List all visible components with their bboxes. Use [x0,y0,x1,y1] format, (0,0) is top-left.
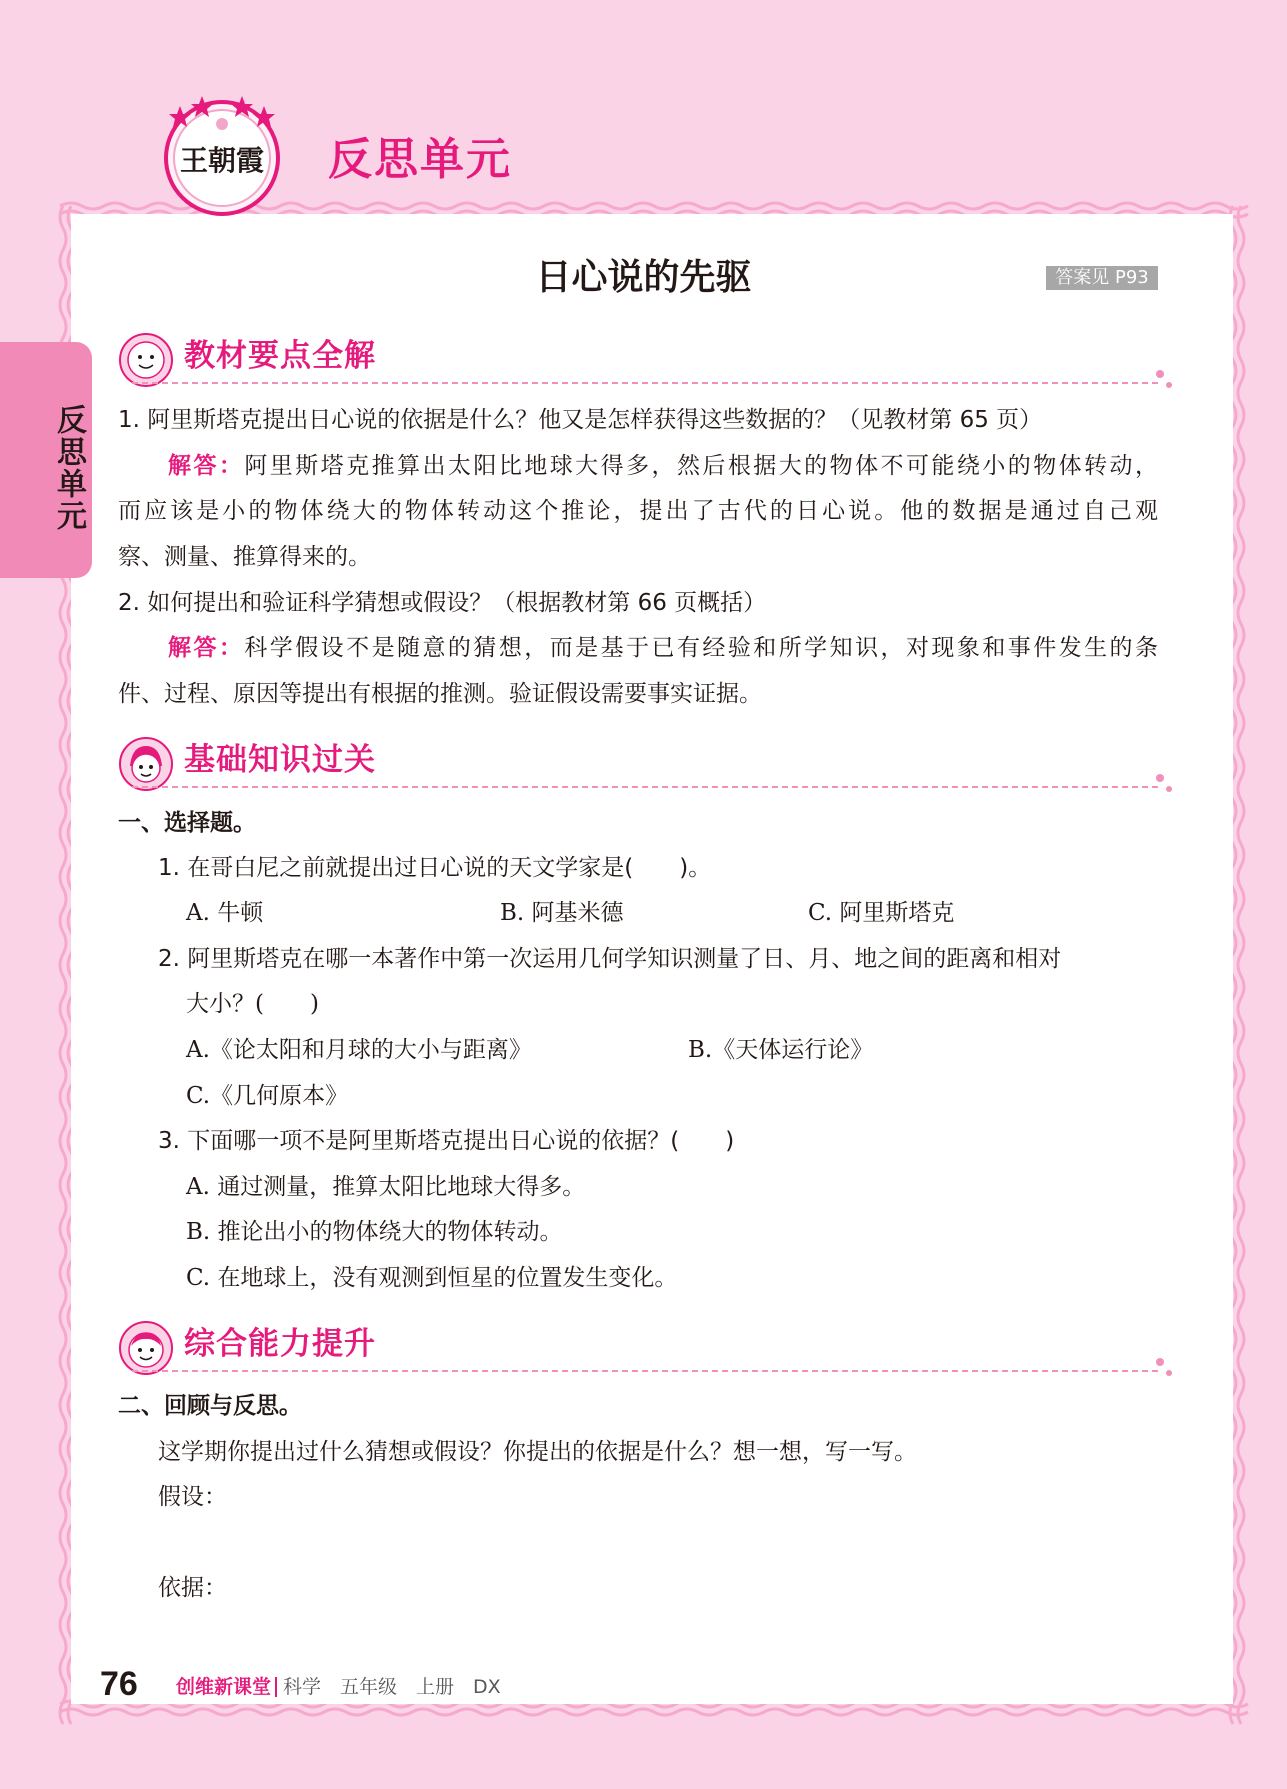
answer-text: 察、测量、推算得来的。 [118,544,371,570]
section-title: 综合能力提升 [184,1326,376,1362]
answer-reference-tag: 答案见 P93 [1046,266,1158,290]
basis-label: 依据： [158,1575,227,1601]
decor-dot [1166,1370,1172,1376]
section-title: 教材要点全解 [184,338,376,374]
option-c: C.《几何原本》 [186,1083,349,1109]
question-text: 2. 如何提出和验证科学猜想或假设？（根据教材第 66 页概括） [118,590,767,616]
question-text: 1. 阿里斯塔克提出日心说的依据是什么？他又是怎样获得这些数据的？（见教材第 65 页） [118,407,1043,433]
footer-brand: 创维新课堂 [176,1676,272,1698]
lesson-title: 日心说的先驱 [535,257,752,298]
footer-course: 科学 五年级 上册 DX [283,1676,501,1698]
question-stem: 3. 下面哪一项不是阿里斯塔克提出日心说的依据？( ) [158,1128,735,1154]
logo-text: 王朝霞 [179,144,265,177]
cartoon-face-icon [118,332,174,388]
decor-dot [1156,774,1164,782]
answer-paragraph-line [168,631,1158,665]
answer-text: 阿里斯塔克推算出太阳比地球大得多，然后根据大的物体不可能绕小的物体转动， [244,453,1159,479]
page-number: 76 [100,1665,138,1703]
unit-title: 反思单元 [328,135,512,184]
option-a: A. 通过测量，推算太阳比地球大得多。 [186,1174,586,1200]
part-heading: 一、选择题。 [118,810,256,836]
dashed-divider [132,382,1158,384]
option-b: B.《天体运行论》 [688,1037,874,1063]
question-stem-continued: 大小？( ) [186,991,319,1017]
option-a: A. 牛顿 [186,900,264,926]
question-stem: 2. 阿里斯塔克在哪一本著作中第一次运用几何学知识测量了日、月、地之间的距离和相对 [158,946,1062,972]
answer-text: 件、过程、原因等提出有根据的推测。验证假设需要事实证据。 [118,681,762,707]
answer-label: 解答： [168,453,245,479]
decor-dot [1166,382,1172,388]
footer-separator [275,1677,277,1697]
decor-dot [1156,370,1164,378]
option-b: B. 阿基米德 [500,900,624,926]
decor-dot [1166,786,1172,792]
dashed-divider [132,786,1158,788]
answer-text: 科学假设不是随意的猜想，而是基于已有经验和所学知识，对现象和事件发生的条 [244,635,1159,661]
section-header-key-points [118,332,1158,386]
question-stem: 1. 在哥白尼之前就提出过日心说的天文学家是( )。 [158,855,712,881]
answer-text: 而应该是小的物体绕大的物体转动这个推论，提出了古代的日心说。他的数据是通过自己观 [118,498,1158,524]
side-tab-label: 反思单元 [51,404,86,532]
hypothesis-label: 假设： [158,1484,227,1510]
wangzhaoxia-logo [158,88,286,216]
answer-paragraph-line [168,449,1158,483]
cartoon-girl-icon [118,736,174,792]
cartoon-boy-icon [118,1320,174,1376]
option-a: A.《论太阳和月球的大小与距离》 [186,1037,532,1063]
option-b: B. 推论出小的物体绕大的物体转动。 [186,1219,563,1245]
section-header-basic-knowledge [118,736,1158,790]
option-c: C. 在地球上，没有观测到恒星的位置发生变化。 [186,1265,678,1291]
dashed-divider [132,1370,1158,1372]
section-header-ability [118,1320,1158,1374]
option-c: C. 阿里斯塔克 [808,900,955,926]
decor-dot [1156,1358,1164,1366]
section-title: 基础知识过关 [184,742,376,778]
reflection-prompt: 这学期你提出过什么猜想或假设？你提出的依据是什么？想一想，写一写。 [158,1439,917,1465]
part-heading: 二、回顾与反思。 [118,1393,302,1419]
answer-label: 解答： [168,635,245,661]
